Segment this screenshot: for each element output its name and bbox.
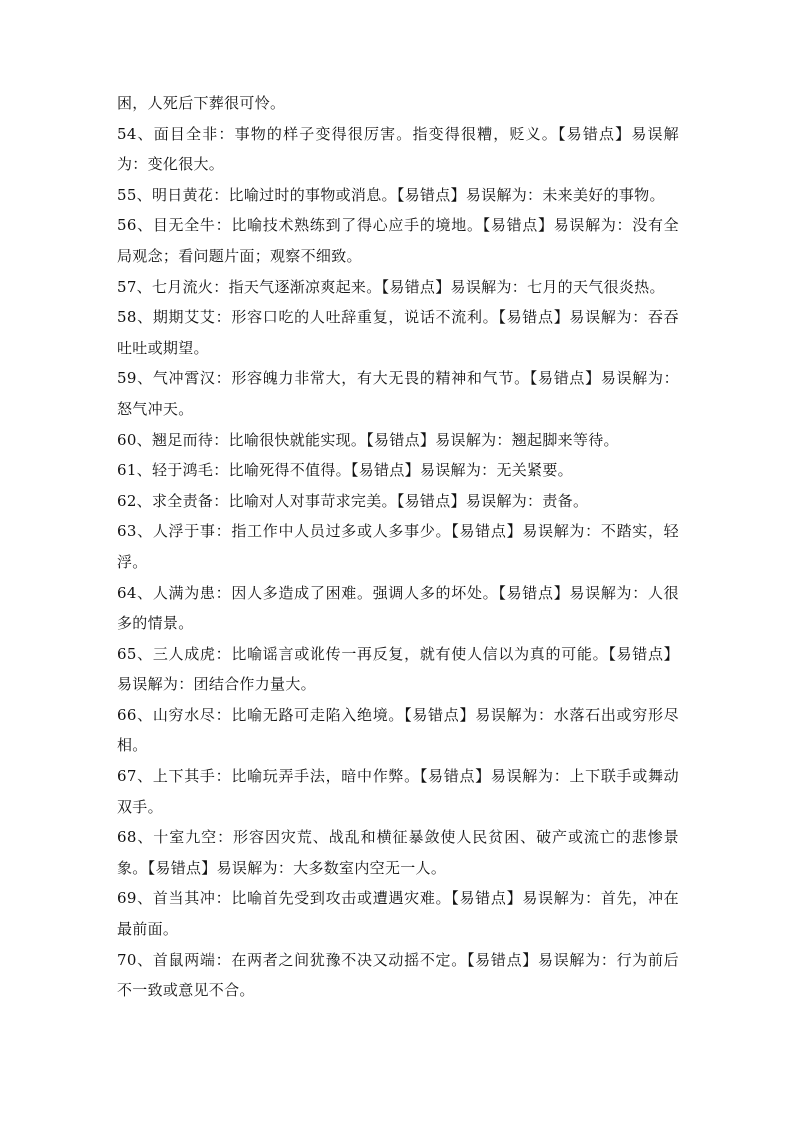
idiom-entry [117,119,679,180]
entry-number: 66、 [117,705,153,724]
idiom-term: 上下其手： [152,767,232,786]
misread-prefix: 易误解为： [117,124,679,174]
idiom-term: 明日黄花： [152,185,229,204]
idiom-definition: 事物的样子变得很厉害。指变得很糟，贬义。 [234,124,558,143]
idiom-entry [117,272,679,303]
misread-meaning: 怒气冲天。 [117,399,194,418]
misread-prefix: 易误解为： [522,889,601,908]
continuation-text: 困，人死后下葬很可怜。 [117,94,286,112]
entry-number: 55、 [117,185,152,204]
entry-number: 54、 [117,124,154,143]
idiom-entry [117,945,679,1006]
misread-prefix: 易误解为： [475,705,554,724]
misread-prefix: 易误解为： [490,767,570,786]
idiom-term: 轻于鸿毛： [152,461,229,480]
entry-number: 59、 [117,369,153,388]
entry-number: 67、 [117,767,153,786]
misread-prefix: 易误解为： [569,308,648,327]
entry-number: 69、 [117,889,153,908]
entry-number: 58、 [117,308,153,327]
error-marker: 【易错点】 [498,308,570,327]
entry-number: 63、 [117,522,153,541]
idiom-definition: 指天气逐渐凉爽起来。 [228,277,382,296]
idiom-entry [117,455,679,486]
entry-number: 65、 [117,644,153,663]
error-marker: 【易错点】 [451,522,523,541]
misread-meaning: 上下联手或舞动双手。 [117,767,679,816]
misread-meaning: 吞吞吐吐或期望。 [117,308,679,357]
idiom-definition: 比喻技术熟练到了得心应手的境地。 [231,216,483,235]
misread-prefix: 易误解为： [465,491,543,510]
idiom-entry [117,425,679,456]
misread-meaning: 未来美好的事物。 [542,185,665,204]
entry-number: 61、 [117,461,152,480]
misread-prefix: 易误解为： [419,461,497,480]
error-marker: 【易错点】 [381,277,451,296]
idiom-entry [117,639,679,700]
idiom-term: 气冲霄汉： [152,369,232,388]
idiom-entry [117,883,679,944]
misread-meaning: 责备。 [542,491,589,510]
misread-meaning: 翘起脚来等待。 [511,430,619,449]
idiom-term: 面目全非： [153,124,235,143]
misread-meaning: 无关紧要。 [496,461,573,480]
idiom-definition: 比喻谣言或讹传一再反复，就有使人信以为真的可能。 [231,644,609,663]
idiom-definition: 比喻首先受到攻击或遭遇灾难。 [231,889,452,908]
misread-prefix: 易误解为： [522,522,601,541]
error-marker: 【易错点】 [498,583,570,602]
misread-meaning: 团结合作力量大。 [193,675,316,694]
misread-meaning: 人很多的情景。 [117,583,679,633]
idiom-entry [117,516,679,577]
entry-number: 57、 [117,277,152,296]
misread-meaning: 七月的天气很炎热。 [527,277,665,296]
error-marker: 【易错点】 [147,858,217,877]
idiom-definition: 形容口吃的人吐辞重复，说话不流利。 [231,308,499,327]
error-marker: 【易错点】 [608,644,679,663]
misread-meaning: 水落石出或穷形尽相。 [117,705,679,755]
idiom-entry [117,180,679,211]
misread-meaning: 行为前后不一致或意见不合。 [117,950,679,1000]
misread-meaning: 首先，冲在最前面。 [117,889,679,939]
idiom-entry [117,761,679,822]
idiom-definition: 比喻过时的事物或消息。 [228,185,397,204]
error-marker: 【易错点】 [557,124,632,143]
misread-prefix: 易误解为： [538,950,617,969]
idiom-term: 目无全牛： [152,216,232,235]
document-page [117,88,679,1006]
idiom-term: 人满为患： [152,583,232,602]
error-marker: 【易错点】 [396,491,466,510]
idiom-entry [117,210,679,271]
continuation-paragraph [117,88,679,119]
entry-number: 56、 [117,216,153,235]
error-marker: 【易错点】 [466,950,539,969]
idiom-term: 求全责备： [152,491,229,510]
idiom-entry [117,486,679,517]
misread-meaning: 大多数室内空无一人。 [293,858,447,877]
entry-number: 60、 [117,430,152,449]
error-marker: 【易错点】 [350,461,420,480]
misread-meaning: 变化很大。 [147,155,225,174]
error-marker: 【易错点】 [404,705,476,724]
idiom-term: 七月流火： [152,277,229,296]
idiom-list [117,119,679,1006]
entry-number: 64、 [117,583,153,602]
idiom-definition: 比喻死得不值得。 [228,461,351,480]
idiom-term: 首鼠两端： [152,950,232,969]
misread-prefix: 易误解为： [216,858,294,877]
error-marker: 【易错点】 [529,369,601,388]
misread-prefix: 易误解为： [569,583,648,602]
idiom-definition: 比喻无路可走陷入绝境。 [231,705,405,724]
idiom-definition: 比喻很快就能实现。 [228,430,367,449]
misread-meaning: 没有全局观念；看问题片面；观察不细致。 [117,216,679,265]
misread-prefix: 易误解为： [450,277,528,296]
idiom-term: 人浮于事： [152,522,232,541]
idiom-entry [117,578,679,639]
error-marker: 【易错点】 [482,216,554,235]
idiom-term: 翘足而待： [152,430,229,449]
idiom-entry [117,302,679,363]
idiom-definition: 形容魄力非常大，有大无畏的精神和气节。 [231,369,530,388]
error-marker: 【易错点】 [451,889,523,908]
idiom-term: 期期艾艾： [152,308,232,327]
idiom-entry [117,822,679,883]
misread-prefix: 易误解为： [553,216,633,235]
misread-prefix: 易误解为： [465,185,543,204]
idiom-term: 首当其冲： [152,889,232,908]
misread-prefix: 易误解为： [117,675,194,694]
misread-prefix: 易误解为： [435,430,512,449]
misread-prefix: 易误解为： [600,369,679,388]
idiom-definition: 比喻对人对事苛求完美。 [228,491,397,510]
entry-number: 70、 [117,950,153,969]
error-marker: 【易错点】 [419,767,491,786]
idiom-entry [117,363,679,424]
idiom-term: 三人成虎： [152,644,232,663]
idiom-definition: 在两者之间犹豫不决又动摇不定。 [231,950,467,969]
idiom-term: 十室九空： [153,828,234,847]
misread-meaning: 不踏实，轻浮。 [117,522,679,571]
idiom-definition: 指工作中人员过多或人多事少。 [231,522,452,541]
idiom-definition: 形容因灾荒、战乱和横征暴敛使人民贫困、破产或流亡的悲惨景象。 [117,828,679,877]
idiom-entry [117,700,679,761]
error-marker: 【易错点】 [396,185,466,204]
error-marker: 【易错点】 [366,430,436,449]
entry-number: 68、 [117,828,154,847]
idiom-definition: 比喻玩弄手法，暗中作弊。 [231,767,420,786]
idiom-definition: 因人多造成了困难。强调人多的坏处。 [231,583,499,602]
idiom-term: 山穷水尽： [152,705,232,724]
entry-number: 62、 [117,491,152,510]
